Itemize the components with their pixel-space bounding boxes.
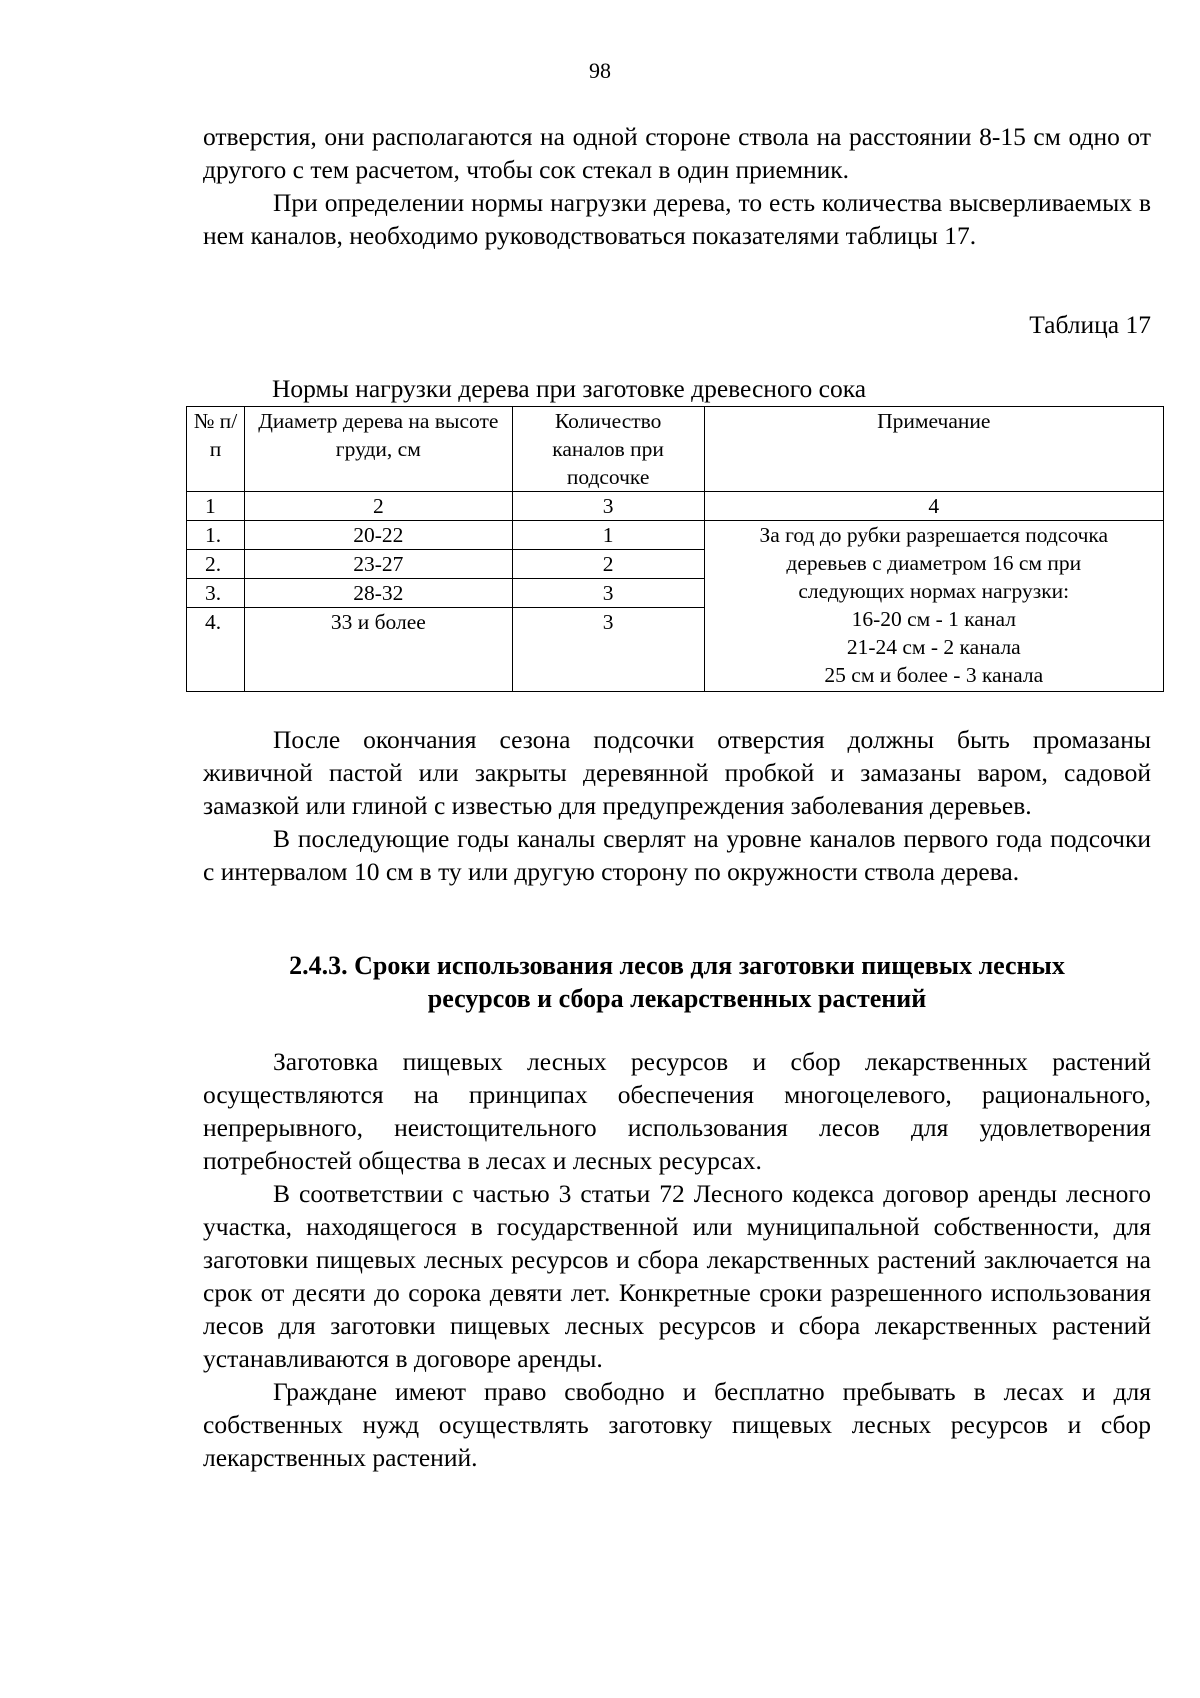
after-table-paragraph-2: В последующие годы каналы сверлят на уровне каналов первого года подсочки с интервалом 10 см в ту или другую сторону по окружности ствола дерева. xyxy=(203,824,1151,886)
section-heading-line-1: 2.4.3. Сроки использования лесов для заготовки пищевых лесных xyxy=(289,951,1065,980)
column-numbers-row xyxy=(187,492,1164,521)
column-number: 3 xyxy=(512,492,704,521)
row-channels: 2 xyxy=(512,550,704,579)
table-row xyxy=(187,521,1164,550)
after-table-text xyxy=(203,723,1151,888)
intro-paragraph-2: При определении нормы нагрузки дерева, то есть количества высверливаемых в нем каналов, необходимо руководствоваться показателями таблицы 17. xyxy=(203,188,1151,250)
after-table-paragraph-1: После окончания сезона подсочки отверстия должны быть промазаны живичной пастой или закрыты деревянной пробкой и замазаны варом, садовой замазкой или глиной с известью для предупреждения заболевания деревьев. xyxy=(203,725,1151,820)
table-header-row xyxy=(187,407,1164,492)
note-cell xyxy=(704,521,1163,692)
section-heading xyxy=(203,949,1151,1015)
note-line: 25 см и более - 3 канала xyxy=(824,663,1044,687)
table-label: Таблица 17 xyxy=(1029,310,1151,339)
section-paragraph-3: Граждане имеют право свободно и бесплатно пребывать в лесах и для собственных нужд осуществлять заготовку пищевых лесных ресурсов и сбор лекарственных растений. xyxy=(203,1377,1151,1472)
page-number: 98 xyxy=(589,58,611,83)
section-paragraph-2: В соответствии с частью 3 статьи 72 Лесного кодекса договор аренды лесного участка, находящегося в государственной или муниципальной собственности, для заготовки пищевых лесных ресурсов и сбора лекарственных растений заключается на срок от десяти до сорока девяти лет. Конкретные сроки разрешенного использования лесов для заготовки пищевых лесных ресурсов и сбора лекарственных растений устанавливаются в договоре аренды. xyxy=(203,1179,1151,1373)
row-channels: 1 xyxy=(512,521,704,550)
note-line: 21-24 см - 2 канала xyxy=(846,635,1021,659)
row-diameter: 20-22 xyxy=(244,521,512,550)
row-diameter: 23-27 xyxy=(244,550,512,579)
row-number: 2. xyxy=(187,550,245,579)
column-number: 2 xyxy=(244,492,512,521)
intro-text xyxy=(203,120,1151,252)
column-number: 4 xyxy=(704,492,1163,521)
note-line: деревьев с диаметром 16 см при xyxy=(786,551,1082,575)
row-diameter: 28-32 xyxy=(244,579,512,608)
row-channels: 3 xyxy=(512,579,704,608)
intro-paragraph-1: отверстия, они располагаются на одной стороне ствола на расстоянии 8-15 см одно от другого с тем расчетом, чтобы сок стекал в один приемник. xyxy=(203,122,1151,184)
row-diameter: 33 и более xyxy=(244,608,512,692)
row-channels: 3 xyxy=(512,608,704,692)
row-number: 4. xyxy=(187,608,245,692)
header-note: Примечание xyxy=(704,407,1163,492)
row-number: 1. xyxy=(187,521,245,550)
section-heading-line-2: ресурсов и сбора лекарственных растений xyxy=(427,984,927,1013)
norms-table xyxy=(186,406,1164,692)
section-text xyxy=(203,1045,1151,1474)
note-line: следующих нормах нагрузки: xyxy=(798,579,1070,603)
table-title: Нормы нагрузки дерева при заготовке древесного сока xyxy=(272,374,867,403)
note-line: За год до рубки разрешается подсочка xyxy=(759,523,1109,547)
header-channels: Количество каналов при подсочке xyxy=(512,407,704,492)
column-number: 1 xyxy=(187,492,245,521)
header-diameter: Диаметр дерева на высоте груди, см xyxy=(244,407,512,492)
note-line: 16-20 см - 1 канал xyxy=(851,607,1016,631)
header-number: № п/п xyxy=(187,407,245,492)
section-paragraph-1: Заготовка пищевых лесных ресурсов и сбор лекарственных растений осуществляются на принципах обеспечения многоцелевого, рационального, непрерывного, неистощительного использования лесов для удовлетворения потребностей общества в лесах и лесных ресурсах. xyxy=(203,1047,1151,1175)
row-number: 3. xyxy=(187,579,245,608)
